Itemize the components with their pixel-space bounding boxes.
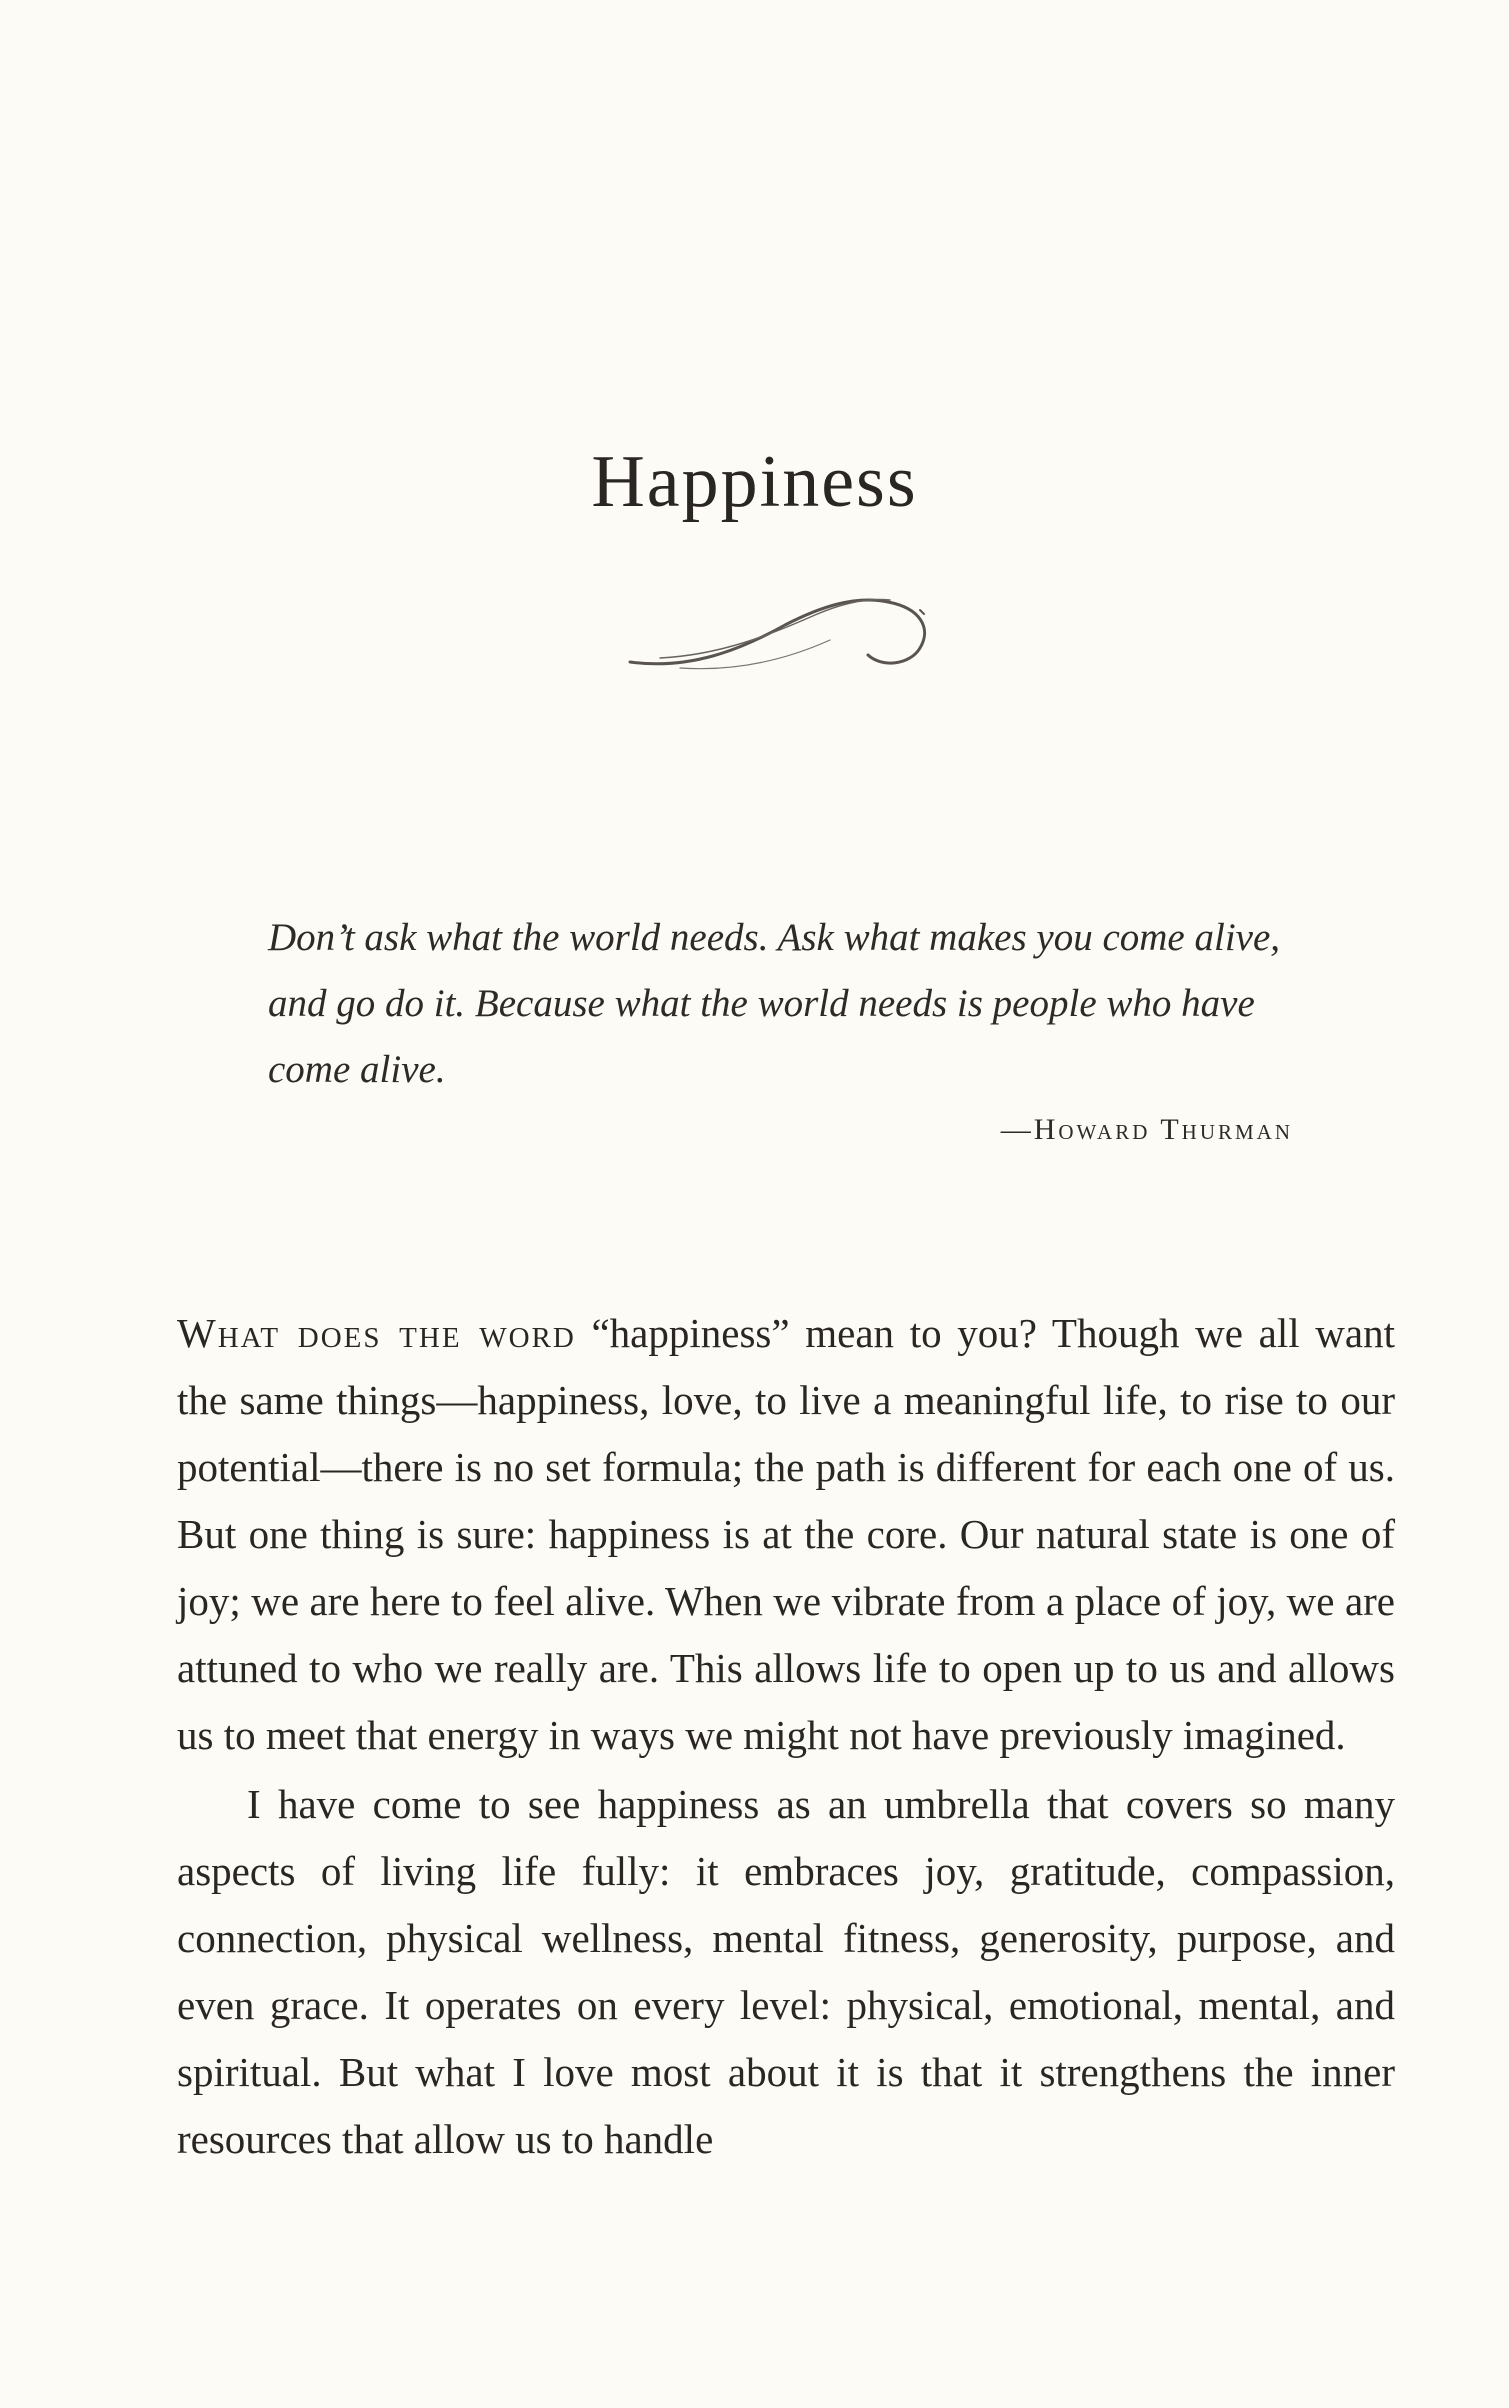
epigraph [268,905,1308,1147]
paragraph-1-text: “happiness” mean to you? Though we all want the same things—happiness, love, to live a meaningful life, to rise to our potential—there is no set formula; the path is different for each one of us. But one thing is sure: happiness is at the core. Our natural state is one of joy; we are here to feel alive. When we vibrate from a place of joy, we are attuned to who we really are. This allows life to open up to us and allows us to meet that energy in ways we might not have previously imagined. [177,1310,1395,1758]
paragraph-1-lead-in: What does the word [177,1310,576,1356]
epigraph-quote: Don’t ask what the world needs. Ask what makes you come alive, and go do it. Because what the world needs is people who have come alive. [268,916,1281,1091]
body-text [177,1300,1395,2173]
decorative-flourish-icon [620,580,940,690]
paragraph-2: I have come to see happiness as an umbrella that covers so many aspects of living life fully: it embraces joy, gratitude, compassion, connection, physical wellness, mental fitness, generosity, purpose, and even grace. It operates on every level: physical, emotional, mental, and spiritual. But what I love most about it is that it strengthens the inner resources that allow us to handle [177,1781,1395,2162]
chapter-title: Happiness [591,441,918,523]
paragraph-1 [177,1300,1395,1769]
epigraph-attribution: —Howard Thurman [1000,1113,1293,1146]
